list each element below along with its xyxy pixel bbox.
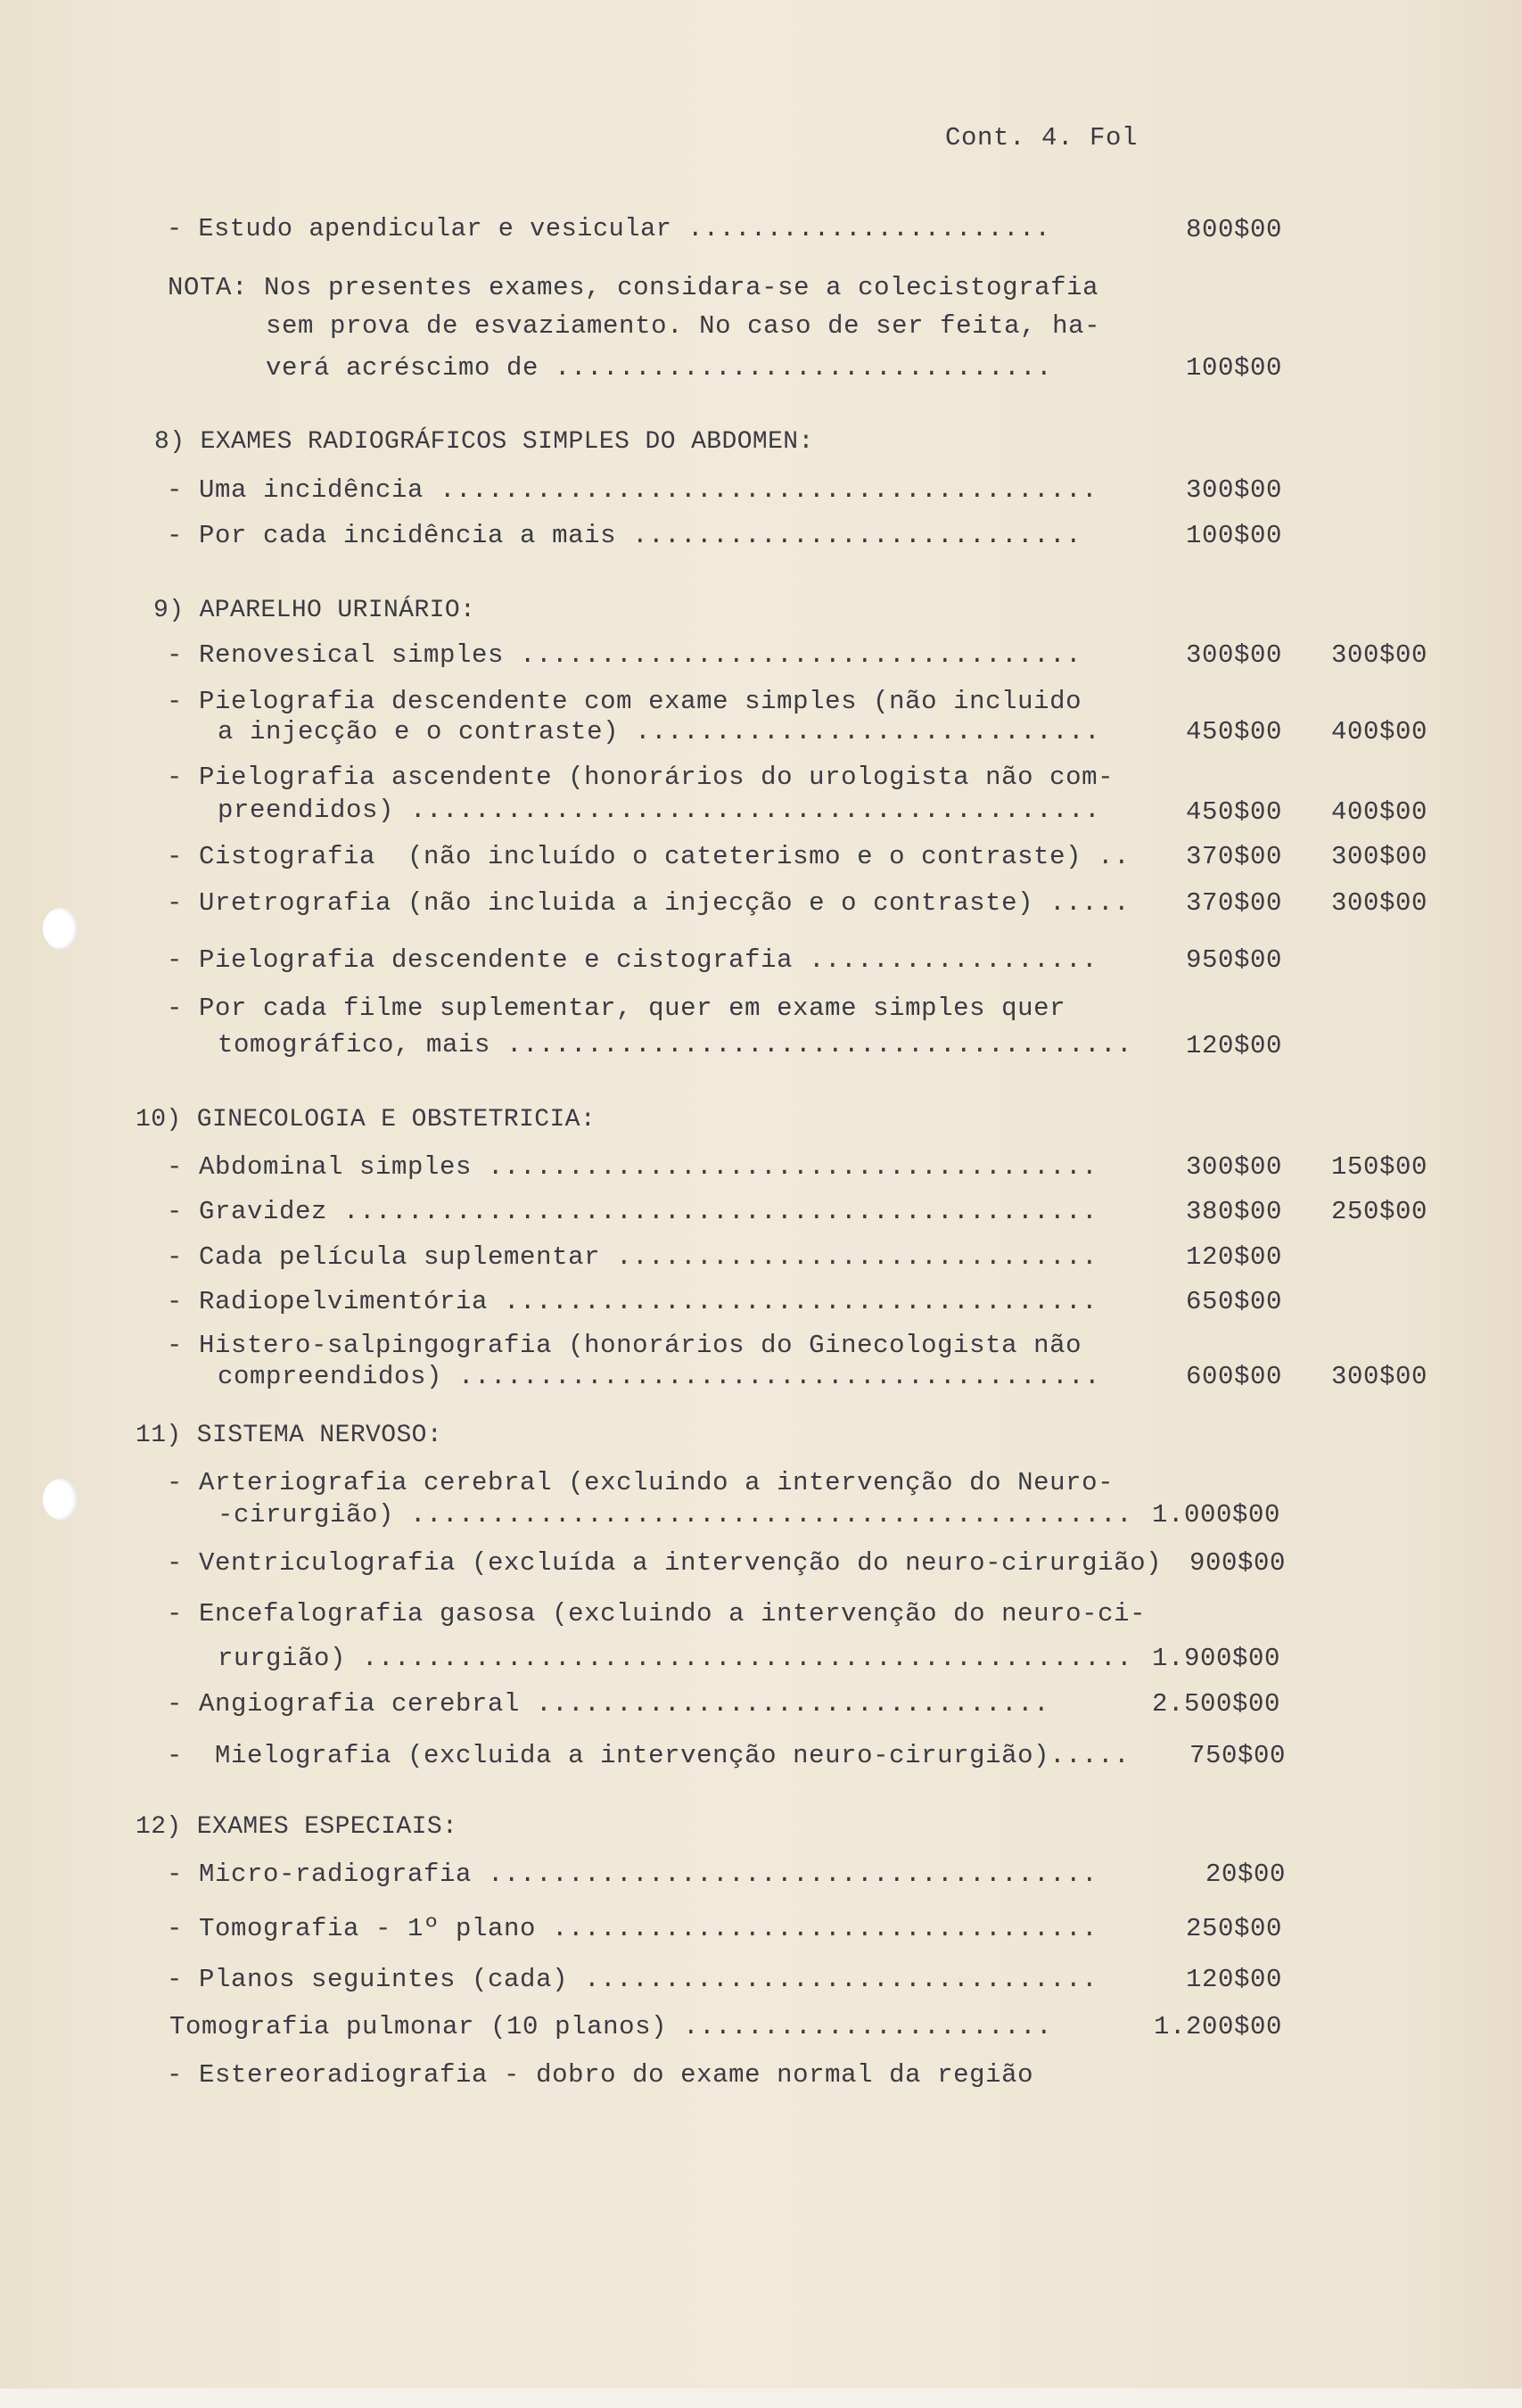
line-item-text: - Mielografia (excluida a intervenção neuro-cirurgião).....: [167, 1741, 1131, 1770]
punch-hole: [43, 908, 78, 949]
price-value-alt: 400$00: [1331, 717, 1428, 746]
price-value-alt: 300$00: [1331, 1362, 1428, 1391]
price-value: 300$00: [1186, 640, 1283, 670]
line-item-text: - Arteriografia cerebral (excluindo a intervenção do Neuro-: [167, 1468, 1115, 1497]
line-item-text: - Planos seguintes (cada) ................................: [167, 1965, 1098, 1994]
line-item-text: - Pielografia descendente e cistografia ..................: [167, 945, 1098, 975]
price-value: 2.500$00: [1152, 1689, 1281, 1719]
price-value: 120$00: [1186, 1965, 1283, 1994]
line-item-text: - Por cada filme suplementar, quer em exame simples quer: [167, 994, 1066, 1023]
line-item-text: - Ventriculografia (excluída a intervenção do neuro-cirurgião): [167, 1548, 1163, 1578]
price-value-alt: 300$00: [1331, 842, 1428, 871]
price-value: 1.200$00: [1154, 2012, 1283, 2041]
line-item-text: - Angiografia cerebral ................................: [167, 1689, 1050, 1719]
line-item-text: tomográfico, mais .......................................: [218, 1030, 1133, 1060]
line-item-text: compreendidos) ........................................: [218, 1362, 1101, 1391]
price-value-alt: 300$00: [1331, 888, 1428, 918]
line-item-text: -cirurgião) .............................................: [218, 1500, 1133, 1530]
line-item-text: - Cistografia (não incluído o cateterismo e o contraste) ..: [167, 842, 1131, 871]
price-value: 20$00: [1205, 1860, 1287, 1889]
price-value-alt: 400$00: [1331, 797, 1428, 827]
line-item-text: - Estereoradiografia - dobro do exame normal da região: [167, 2060, 1034, 2090]
line-item-text: - Renovesical simples ...................................: [167, 640, 1082, 670]
note-text-line: NOTA: Nos presentes exames, considara-se a colecistografia: [168, 273, 1099, 302]
line-item-text: - Cada película suplementar ..............................: [167, 1242, 1098, 1272]
line-item-text: a injecção e o contraste) .............................: [218, 717, 1101, 746]
price-value: 380$00: [1186, 1197, 1283, 1226]
page-continuation-label: Cont. 4. Fol: [945, 123, 1139, 153]
line-item-text: - Histero-salpingografia (honorários do Ginecologista não: [167, 1331, 1082, 1360]
line-item-text: rurgião) ................................................: [218, 1644, 1133, 1673]
line-item-text: - Uma incidência .........................................: [167, 475, 1098, 505]
price-value: 250$00: [1186, 1914, 1283, 1943]
price-value: 450$00: [1186, 797, 1283, 827]
line-item-text: - Pielografia ascendente (honorários do urologista não com-: [167, 763, 1115, 792]
section-heading: 9) APARELHO URINÁRIO:: [153, 597, 476, 624]
line-item-text: - Uretrografia (não incluida a injecção e o contraste) .....: [167, 888, 1131, 918]
price-value: 370$00: [1186, 842, 1283, 871]
price-value: 900$00: [1189, 1548, 1287, 1578]
price-value: 950$00: [1186, 945, 1283, 975]
price-value: 600$00: [1186, 1362, 1283, 1391]
line-item-text: - Estudo apendicular e vesicular .......................: [167, 214, 1051, 243]
line-item-text: Tomografia pulmonar (10 planos) .......................: [169, 2012, 1053, 2041]
note-text-line: sem prova de esvaziamento. No caso de ser feita, ha-: [266, 311, 1101, 341]
line-item-text: - Encefalografia gasosa (excluindo a intervenção do neuro-ci-: [167, 1599, 1147, 1629]
section-heading: 10) GINECOLOGIA E OBSTETRICIA:: [136, 1106, 596, 1134]
price-value: 300$00: [1186, 1152, 1283, 1182]
price-value: 370$00: [1186, 888, 1283, 918]
price-value: 1.000$00: [1152, 1500, 1281, 1530]
line-item-text: - Radiopelvimentória .....................................: [167, 1287, 1098, 1316]
note-text-line: verá acréscimo de ...............................: [266, 353, 1053, 383]
price-value: 450$00: [1186, 717, 1283, 746]
section-heading: 11) SISTEMA NERVOSO:: [136, 1422, 443, 1449]
price-value: 800$00: [1186, 215, 1283, 244]
section-heading: 12) EXAMES ESPECIAIS:: [136, 1813, 458, 1841]
price-value-alt: 300$00: [1331, 640, 1428, 670]
line-item-text: - Abdominal simples ......................................: [167, 1152, 1098, 1182]
line-item-text: preendidos) ...........................................: [218, 796, 1101, 825]
punch-hole: [43, 1479, 78, 1520]
section-heading: 8) EXAMES RADIOGRÁFICOS SIMPLES DO ABDOMEN:: [154, 428, 814, 456]
price-value: 120$00: [1186, 1031, 1283, 1060]
price-value-alt: 250$00: [1331, 1197, 1428, 1226]
line-item-text: - Gravidez ...............................................: [167, 1197, 1098, 1226]
price-value: 650$00: [1186, 1287, 1283, 1316]
price-value: 300$00: [1186, 475, 1283, 505]
price-value-alt: 150$00: [1331, 1152, 1428, 1182]
price-value: 1.900$00: [1152, 1644, 1281, 1673]
page-edge: [0, 2388, 1522, 2408]
price-value: 100$00: [1186, 353, 1283, 383]
line-item-text: - Por cada incidência a mais ............................: [167, 521, 1082, 550]
price-value: 750$00: [1189, 1741, 1287, 1770]
line-item-text: - Micro-radiografia ......................................: [167, 1860, 1098, 1889]
line-item-text: - Pielografia descendente com exame simples (não incluido: [167, 687, 1082, 716]
price-value: 120$00: [1186, 1242, 1283, 1272]
price-value: 100$00: [1186, 521, 1283, 550]
line-item-text: - Tomografia - 1º plano ..................................: [167, 1914, 1098, 1943]
